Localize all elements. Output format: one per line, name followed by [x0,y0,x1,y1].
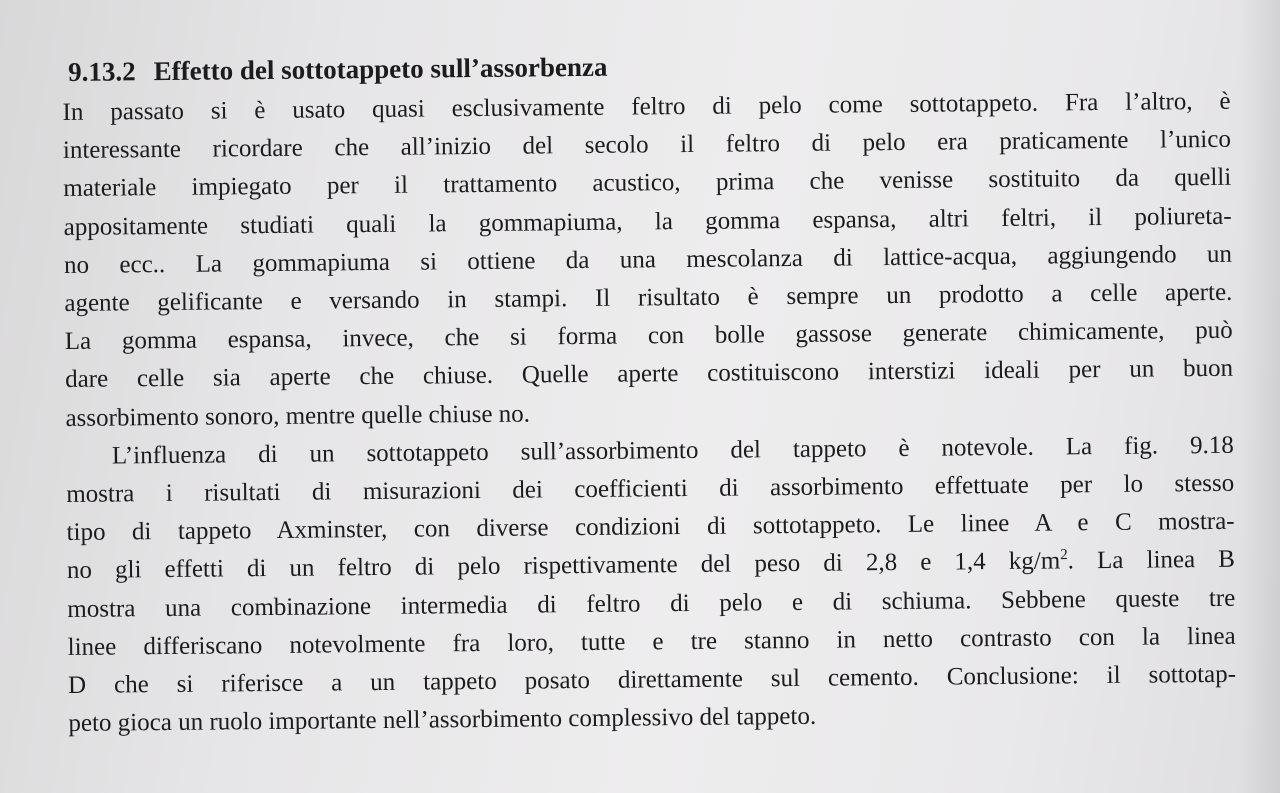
paragraph-line: dare celle sia aperte che chiuse. Quelle aperte costituiscono interstizi ideali per un buon [65,355,1234,394]
paragraph-line: L’influenza di un sottotappeto sull’assorbimento del tappeto è notevole. La fig. 9.18 [111,431,1234,470]
paragraph-line: mostra i risultati di misurazioni dei coefficienti di assorbimento effettuate per lo stesso [66,469,1235,509]
paragraph-line: tipo di tappeto Axminster, con diverse condizioni di sottotappeto. Le linee A e C mostra- [66,508,1235,547]
paragraph-line: materiale impiegato per il trattamento acustico, prima che venisse sostituito da quelli [63,164,1232,203]
paragraph-line: linee differiscano notevolmente fra loro, tutte e tre stanno in netto contrasto con la linea [67,622,1236,661]
paragraph-1 [62,83,1233,438]
paragraph-line: peto gioca un ruolo importante nell’assorbimento complessivo del tappeto. [68,703,817,738]
section-number: 9.13.2 [68,56,136,87]
line-text-after: . La linea B [1067,546,1236,575]
page-edge-shadow [1240,0,1280,793]
paragraph-line: La gomma espansa, invece, che si forma con bolle gassose generate chimicamente, può [64,316,1233,356]
superscript: 2 [1060,547,1068,564]
paragraph-line: no ecc.. La gommapiuma si ottiene da una mescolanza di lattice-acqua, aggiungendo un [63,240,1233,279]
paragraph-line: assorbimento sonoro, mentre quelle chiuse no. [65,400,531,432]
paragraph-2 [66,427,1237,744]
line-text-before: no gli effetti di un feltro di pelo rispettivamente del peso di 2,8 e 1,4 kg/m [66,547,1061,585]
paragraph-line: appositamente studiati quali la gommapiuma, la gomma espansa, altri feltri, il poliureta- [63,202,1232,241]
paragraph-line: agente gelificante e versando in stampi. Il risultato è sempre un prodotto a celle aperte. [64,278,1233,318]
paragraph-line: interessante ricordare che all’inizio del secolo il feltro di pelo era praticamente l’unico [62,125,1232,165]
section-title: Effetto del sottotappeto sull’assorbenza [153,51,608,87]
paragraph-line: mostra una combinazione intermedia di feltro di pelo e di schiuma. Sebbene queste tre [67,584,1236,623]
book-page [62,41,1237,744]
paragraph-line: D che si riferisce a un tappeto posato direttamente sul cemento. Conclusione: il sottotap- [67,660,1237,700]
paragraph-line: In passato si è usato quasi esclusivamente feltro di pelo come sottotappeto. Fra l’altro, è [62,87,1231,126]
